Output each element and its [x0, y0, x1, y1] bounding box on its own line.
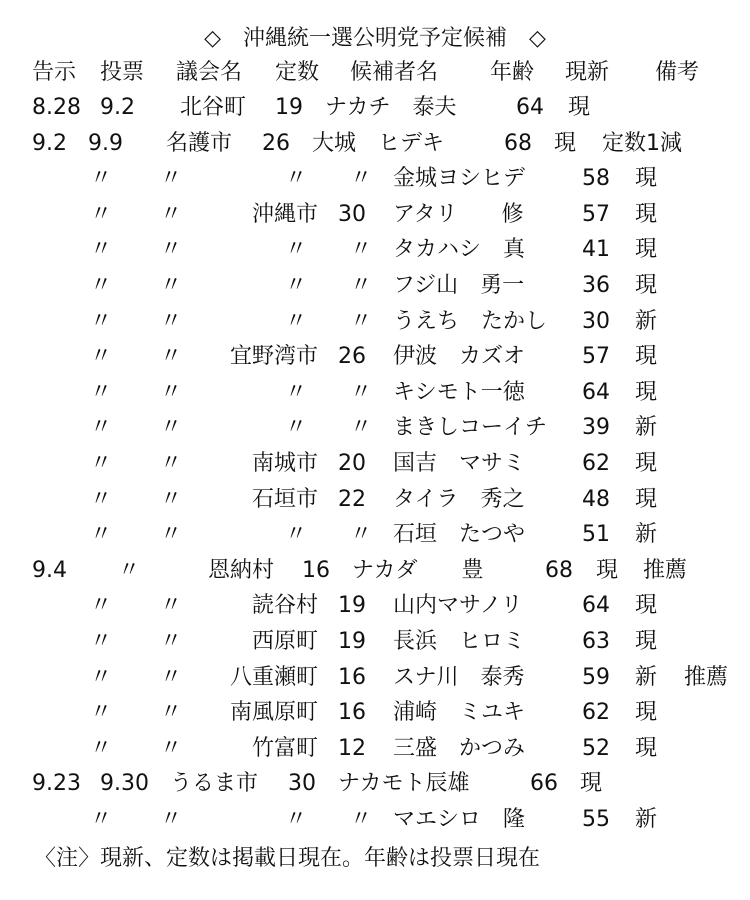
cell-teisu: 〃: [350, 522, 373, 548]
cell-genshin: 新: [635, 522, 658, 548]
cell-gikai: 名護市: [166, 130, 233, 156]
table-row: [0, 198, 750, 232]
cell-kouho: 大城 ヒデキ: [312, 130, 445, 156]
cell-touhyo: 〃: [160, 629, 183, 654]
cell-kokuji: 〃: [90, 486, 113, 512]
cell-genshin: 新: [635, 308, 658, 334]
table-row: [0, 269, 750, 303]
table-row: [0, 483, 750, 517]
cell-gikai: 八重瀬町: [229, 664, 318, 690]
table-row: [0, 554, 750, 588]
cell-kouho: タカハシ 真: [393, 237, 526, 263]
cell-kouho: ナカダ 豊: [352, 557, 484, 583]
cell-gikai: 〃: [285, 308, 308, 334]
cell-genshin: 現: [568, 95, 591, 120]
cell-teisu: 19: [275, 95, 303, 120]
cell-touhyo: 〃: [160, 344, 183, 370]
cell-nenrei: 41: [582, 237, 610, 263]
cell-genshin: 現: [635, 237, 658, 263]
cell-kokuji: 〃: [90, 522, 113, 548]
cell-kokuji: 〃: [90, 308, 113, 334]
cell-nenrei: 30: [582, 308, 610, 334]
table-row: [0, 127, 750, 161]
cell-teisu: 30: [288, 771, 316, 797]
cell-teisu: 〃: [350, 415, 373, 441]
cell-kokuji: 〃: [90, 807, 113, 832]
cell-kouho: ナカチ 泰夫: [325, 95, 457, 120]
cell-nenrei: 64: [516, 95, 544, 120]
cell-kokuji: 9.23: [32, 771, 81, 797]
cell-kouho: 三盛 かつみ: [393, 735, 526, 761]
cell-nenrei: 62: [582, 700, 610, 726]
cell-nenrei: 68: [504, 130, 532, 156]
cell-touhyo: 〃: [160, 593, 183, 619]
cell-kokuji: 〃: [90, 593, 113, 619]
cell-genshin: 現: [635, 273, 658, 298]
cell-kouho: まきしコーイチ: [393, 415, 548, 441]
cell-kokuji: 〃: [90, 344, 113, 370]
cell-kouho: タイラ 秀之: [393, 486, 525, 512]
cell-gikai: うるま市: [170, 771, 259, 797]
cell-gikai: 〃: [285, 237, 308, 263]
cell-kokuji: 〃: [90, 700, 113, 726]
table-row: [0, 625, 750, 659]
cell-teisu: 〃: [350, 379, 373, 405]
header-kouho: 候補者名: [350, 60, 439, 85]
page-title: ◇ 沖縄統一選公明党予定候補 ◇: [204, 26, 546, 51]
cell-genshin: 現: [635, 700, 658, 726]
cell-touhyo: 〃: [160, 415, 183, 441]
cell-touhyo: 〃: [160, 166, 183, 192]
table-row: [0, 91, 750, 125]
cell-nenrei: 59: [582, 664, 610, 690]
cell-kouho: 長浜 ヒロミ: [393, 629, 526, 654]
cell-kouho: うえち たかし: [393, 308, 548, 334]
table-row: [0, 732, 750, 766]
cell-genshin: 現: [635, 166, 658, 192]
cell-genshin: 現: [635, 593, 658, 619]
cell-nenrei: 51: [582, 522, 610, 548]
cell-kokuji: 9.4: [32, 557, 67, 583]
table-header: [0, 56, 750, 90]
cell-nenrei: 36: [582, 273, 610, 298]
table-row: [0, 233, 750, 267]
cell-kouho: 石垣 たつや: [393, 522, 526, 548]
table-row: [0, 518, 750, 552]
cell-kouho: スナ川 泰秀: [393, 664, 525, 690]
table-row: [0, 589, 750, 623]
header-biko: 備考: [655, 60, 700, 85]
cell-kouho: 国吉 マサミ: [393, 451, 526, 476]
cell-kokuji: 〃: [90, 166, 113, 192]
table-row: [0, 376, 750, 410]
header-gikai: 議会名: [176, 60, 243, 85]
cell-genshin: 現: [635, 735, 658, 761]
cell-touhyo: 〃: [160, 735, 183, 761]
cell-teisu: 16: [302, 557, 330, 583]
cell-biko: 推薦: [643, 557, 688, 583]
header-genshin: 現新: [565, 60, 610, 85]
cell-touhyo: 〃: [160, 273, 183, 298]
cell-gikai: 西原町: [251, 629, 318, 654]
cell-nenrei: 52: [582, 735, 610, 761]
cell-gikai: 石垣市: [251, 486, 318, 512]
cell-gikai: 南風原町: [229, 700, 318, 726]
table-row: [0, 767, 750, 801]
cell-teisu: 26: [338, 344, 366, 370]
cell-gikai: 恩納村: [208, 557, 275, 583]
cell-gikai: 〃: [285, 522, 308, 548]
header-teisu: 定数: [275, 60, 320, 85]
table-row: [0, 411, 750, 445]
cell-genshin: 現: [635, 486, 658, 512]
cell-kokuji: 〃: [90, 379, 113, 405]
cell-kokuji: 〃: [90, 629, 113, 654]
cell-teisu: 〃: [350, 273, 373, 298]
cell-nenrei: 39: [582, 415, 610, 441]
cell-kouho: アタリ 修: [393, 201, 524, 227]
cell-nenrei: 48: [582, 486, 610, 512]
cell-genshin: 現: [635, 344, 658, 370]
footnote: 〈注〉現新、定数は掲載日現在。年齢は投票日現在: [34, 846, 541, 871]
table-row: [0, 696, 750, 730]
cell-teisu: 12: [338, 735, 366, 761]
cell-genshin: 現: [635, 201, 658, 227]
cell-touhyo: 〃: [160, 201, 183, 227]
cell-gikai: 〃: [285, 379, 308, 405]
header-kokuji: 告示: [32, 60, 77, 85]
cell-gikai: 読谷村: [251, 593, 318, 619]
cell-gikai: 北谷町: [180, 95, 247, 120]
table-row: [0, 661, 750, 695]
cell-nenrei: 68: [545, 557, 573, 583]
cell-kokuji: 〃: [90, 201, 113, 227]
cell-genshin: 現: [635, 379, 658, 405]
cell-nenrei: 63: [582, 629, 610, 654]
cell-teisu: 〃: [350, 308, 373, 334]
cell-gikai: 〃: [285, 166, 308, 192]
cell-touhyo: 〃: [160, 664, 183, 690]
cell-teisu: 30: [338, 201, 366, 227]
cell-biko: 推薦: [684, 664, 729, 690]
cell-genshin: 新: [635, 415, 658, 441]
cell-kokuji: 9.2: [32, 130, 67, 156]
cell-genshin: 現: [580, 771, 603, 797]
table-row: [0, 803, 750, 837]
cell-kokuji: 〃: [90, 451, 113, 476]
cell-kokuji: 〃: [90, 273, 113, 298]
cell-nenrei: 58: [582, 166, 610, 192]
cell-biko: 定数1減: [602, 130, 682, 156]
cell-kokuji: 8.28: [32, 95, 81, 120]
cell-touhyo: 〃: [160, 379, 183, 405]
cell-touhyo: 〃: [160, 237, 183, 263]
cell-kouho: 浦崎 ミユキ: [393, 700, 526, 726]
cell-nenrei: 64: [582, 593, 610, 619]
cell-genshin: 現: [596, 557, 619, 583]
cell-teisu: 22: [338, 486, 366, 512]
cell-touhyo: 〃: [118, 557, 141, 583]
cell-kokuji: 〃: [90, 664, 113, 690]
cell-touhyo: 〃: [160, 700, 183, 726]
cell-gikai: 〃: [285, 415, 308, 441]
cell-teisu: 26: [262, 130, 290, 156]
cell-nenrei: 57: [582, 201, 610, 227]
cell-touhyo: 〃: [160, 807, 183, 832]
table-row: [0, 340, 750, 374]
header-nenrei: 年齢: [490, 60, 535, 85]
cell-touhyo: 〃: [160, 308, 183, 334]
cell-nenrei: 57: [582, 344, 610, 370]
cell-gikai: 沖縄市: [251, 201, 318, 227]
cell-touhyo: 9.2: [100, 95, 135, 120]
cell-gikai: 〃: [285, 273, 308, 298]
cell-genshin: 現: [554, 130, 577, 156]
cell-kouho: フジ山 勇一: [393, 273, 525, 298]
cell-kouho: ナカモト辰雄: [338, 771, 470, 797]
cell-genshin: 現: [635, 451, 658, 476]
cell-teisu: 19: [338, 629, 366, 654]
cell-touhyo: 〃: [160, 451, 183, 476]
cell-touhyo: 〃: [160, 522, 183, 548]
cell-teisu: 20: [338, 451, 366, 476]
table-row: [0, 305, 750, 339]
cell-kouho: 山内マサノリ: [393, 593, 523, 619]
cell-nenrei: 62: [582, 451, 610, 476]
cell-genshin: 現: [635, 629, 658, 654]
cell-genshin: 新: [635, 807, 658, 832]
cell-touhyo: 〃: [160, 486, 183, 512]
cell-nenrei: 55: [582, 807, 610, 832]
cell-kouho: 伊波 カズオ: [393, 344, 526, 370]
cell-kouho: マエシロ 隆: [393, 807, 526, 832]
cell-nenrei: 64: [582, 379, 610, 405]
cell-teisu: 〃: [350, 237, 373, 263]
cell-teisu: 16: [338, 700, 366, 726]
cell-kokuji: 〃: [90, 237, 113, 263]
table-row: [0, 447, 750, 481]
cell-kokuji: 〃: [90, 415, 113, 441]
cell-touhyo: 9.9: [88, 130, 123, 156]
cell-nenrei: 66: [530, 771, 558, 797]
cell-kouho: キシモト一徳: [393, 379, 525, 405]
cell-kouho: 金城ヨシヒデ: [393, 166, 526, 192]
cell-gikai: 竹富町: [251, 735, 318, 761]
table-row: [0, 162, 750, 196]
cell-teisu: 〃: [350, 807, 373, 832]
cell-kokuji: 〃: [90, 735, 113, 761]
cell-teisu: 〃: [350, 166, 373, 192]
cell-gikai: 宜野湾市: [229, 344, 318, 370]
cell-teisu: 19: [338, 593, 366, 619]
cell-gikai: 〃: [285, 807, 308, 832]
cell-touhyo: 9.30: [100, 771, 149, 797]
header-touhyo: 投票: [100, 60, 145, 85]
cell-teisu: 16: [338, 664, 366, 690]
cell-gikai: 南城市: [251, 451, 318, 476]
cell-genshin: 新: [635, 664, 658, 690]
